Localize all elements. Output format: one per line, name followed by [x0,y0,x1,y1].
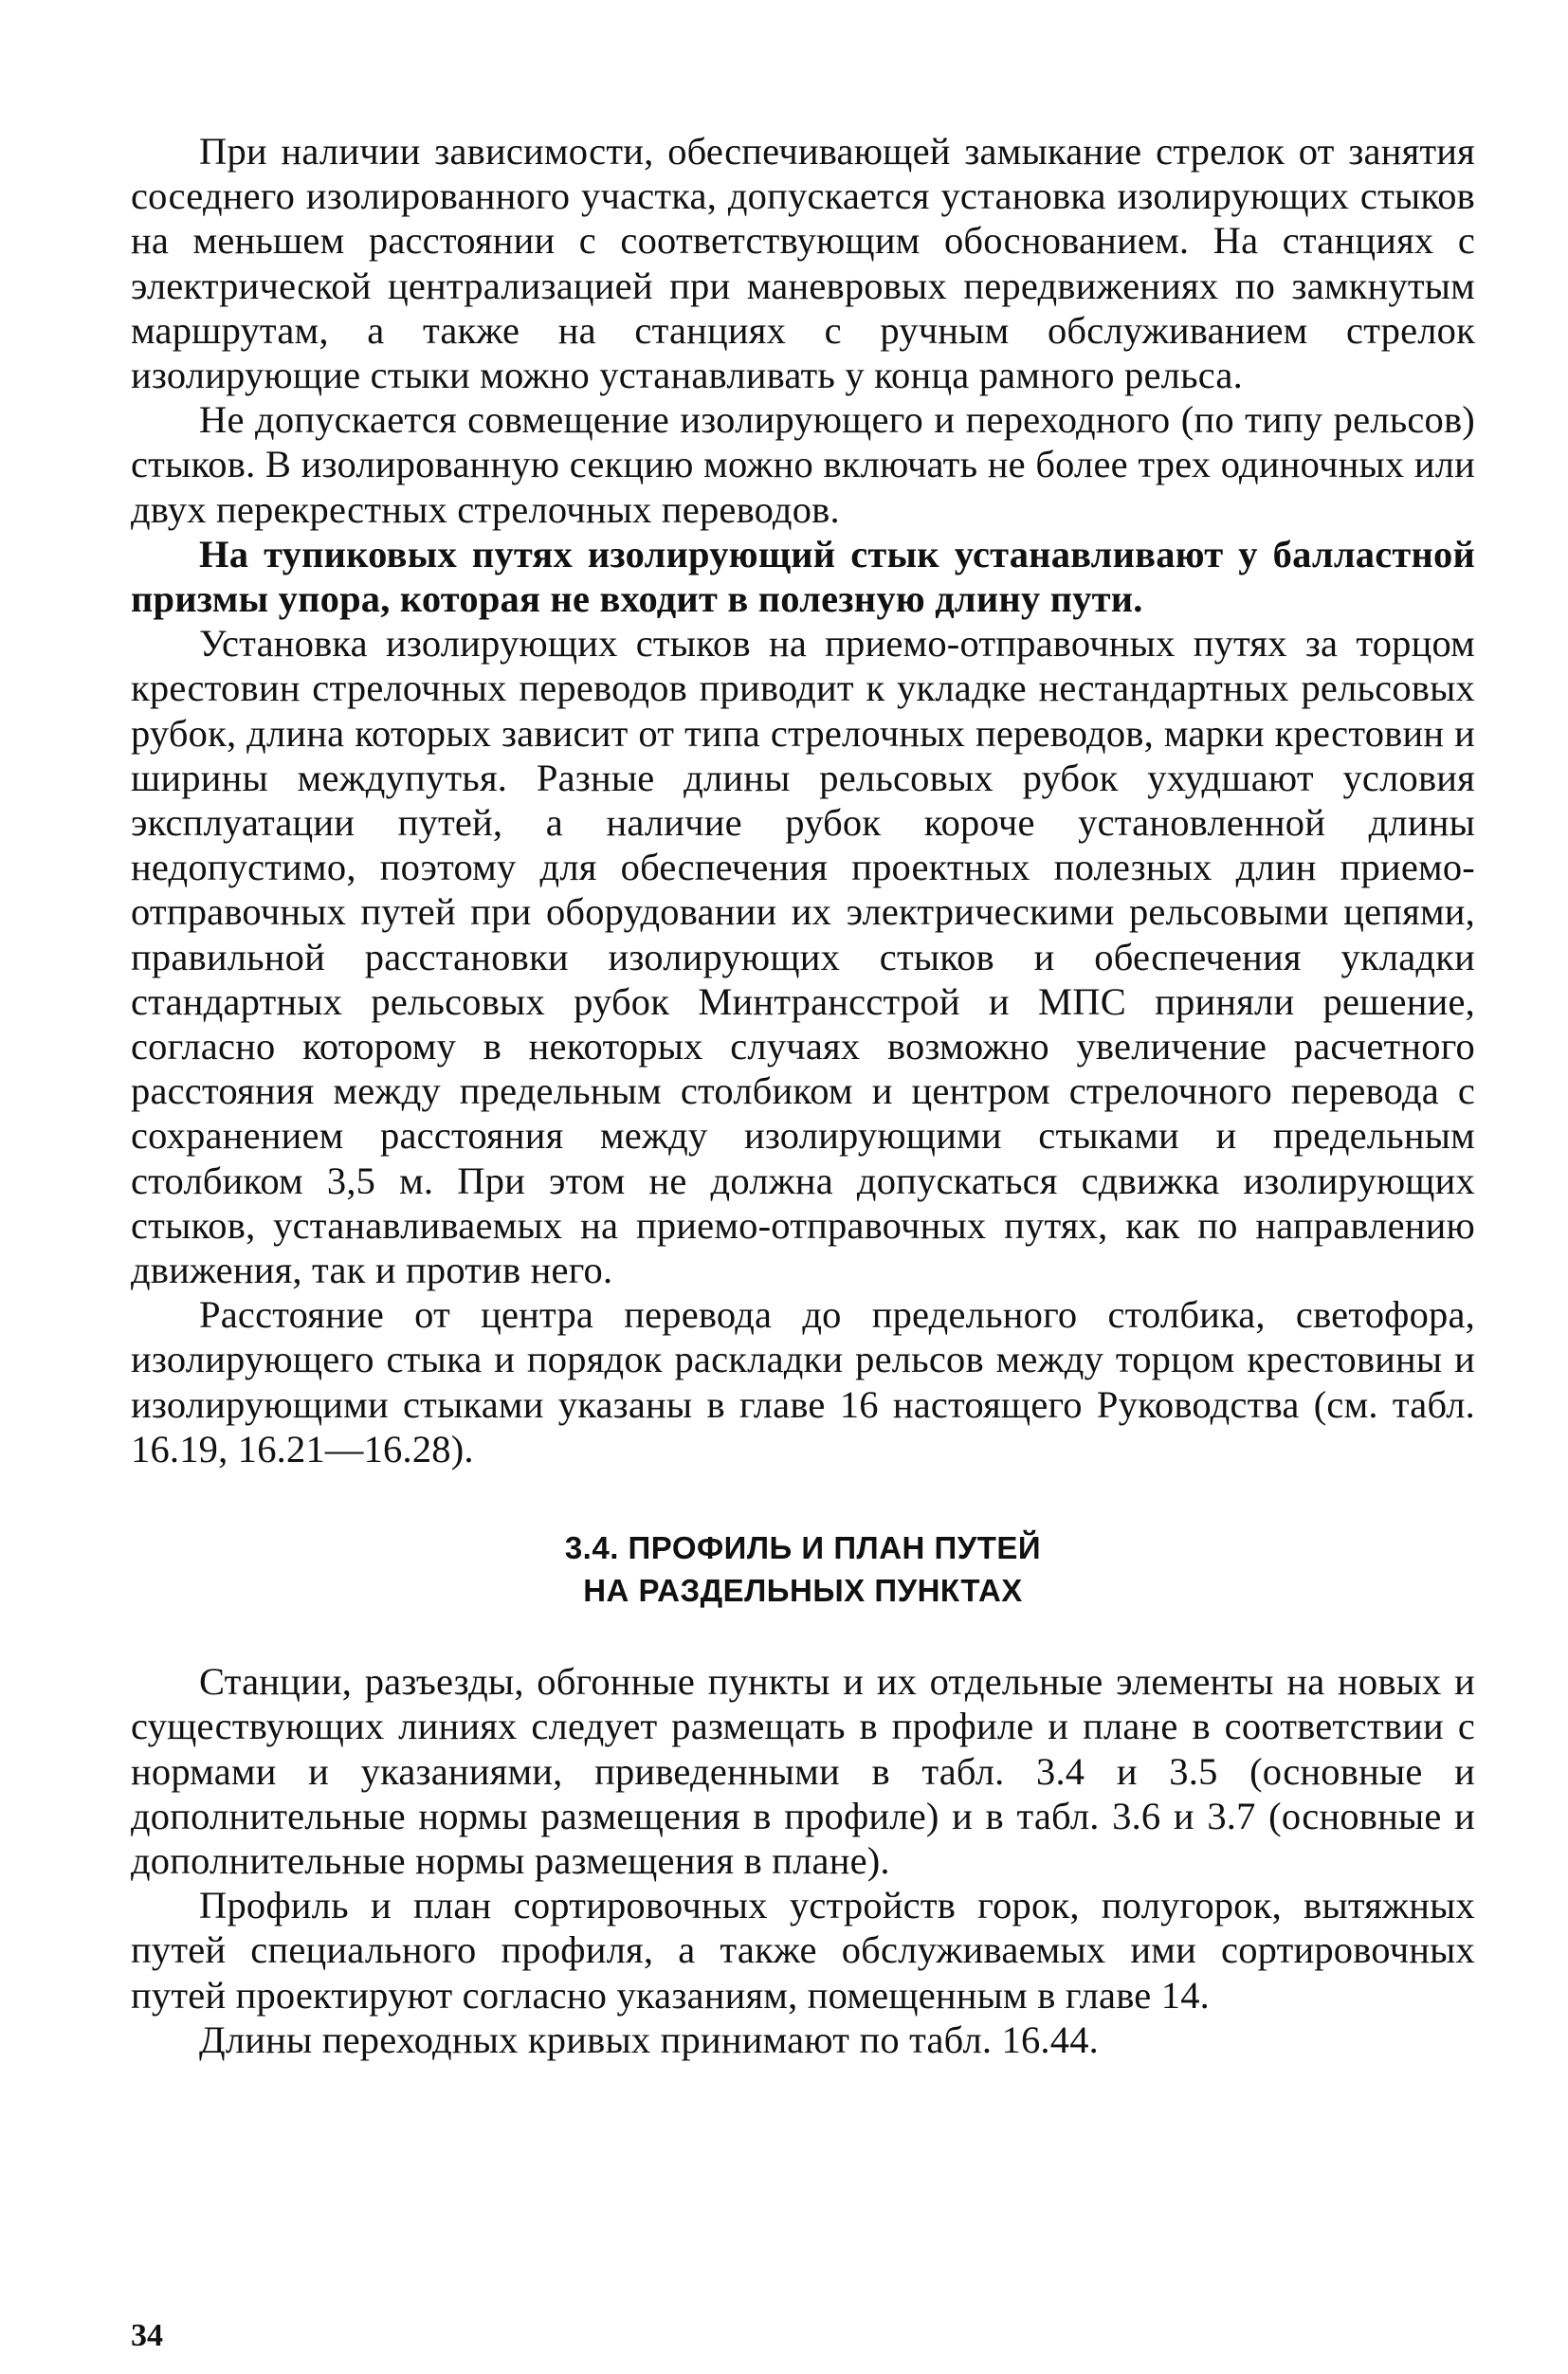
paragraph-dead-end-tracks: На тупиковых путях изолирующий стык устанавливают у балластной призмы упора, которая не входит в полезную длину пути. [131,532,1475,621]
section-heading-line-1: 3.4. ПРОФИЛЬ И ПЛАН ПУТЕЙ [564,1530,1042,1566]
paragraph-stations-placement: Станции, разъезды, обгонные пункты и их отдельные элементы на новых и существующих линиях следует размещать в профиле и плане в соответствии с нормами и указаниями, приведенными в табл. 3.4 и 3.5 (основные и дополнительные нормы размещения в профиле) и в табл. 3.6 и 3.7 (основные и дополнительные нормы размещения в плане). [131,1660,1475,1882]
text-column [131,129,1475,2062]
paragraph-sorting-devices: Профиль и план сортировочных устройств горок, полугорок, вытяжных путей специального профиля, а также обслуживаемых ими сортировочных путей проектируют согласно указаниям, помещенным в главе 14. [131,1884,1475,2017]
section-heading [131,1526,1475,1612]
paragraph-joint-installation: Установка изолирующих стыков на приемо-отправочных путях за торцом крестовин стрелочных переводов приводит к укладке нестандартных рельсовых рубок, длина которых зависит от типа стрелочных переводов, марки крестовин и ширины междупутья. Разные длины рельсовых рубок ухудшают условия эксплуатации путей, а наличие рубок короче установленной длины недопустимо, поэтому для обеспечения проектных полезных длин приемо-отправочных путей при оборудовании их электрическими рельсовыми цепями, правильной расстановки изолирующих стыков и обеспечения укладки стандартных рельсовых рубок Минтрансстрой и МПС приняли решение, согласно которому в некоторых случаях возможно увеличение расчетного расстояния между предельным столбиком и центром стрелочного перевода с сохранением расстояния между изолирующими стыками и предельным столбиком 3,5 м. При этом не должна допускаться сдвижка изолирующих стыков, устанавливаемых на приемо-отправочных путях, как по направлению движения, так и против него. [131,622,1475,1292]
paragraph-joint-combination: Не допускается совмещение изолирующего и переходного (по типу рельсов) стыков. В изолированную секцию можно включать не более трех одиночных или двух перекрестных стрелочных переводов. [131,398,1475,531]
paragraph-transition-curves: Длины переходных кривых принимают по табл. 16.44. [199,2018,1099,2061]
section-heading-line-2: НА РАЗДЕЛЬНЫХ ПУНКТАХ [583,1573,1023,1609]
paragraph-dependency-insulating-joints: При наличии зависимости, обеспечивающей замыкание стрелок от занятия соседнего изолированного участка, допускается установка изолирующих стыков на меньшем расстоянии с соответствующим обоснованием. На станциях с электрической централизацией при маневровых передвижениях по замкнутым маршрутам, а также на станциях с ручным обслуживанием стрелок изолирующие стыки можно устанавливать у конца рамного рельса. [131,130,1475,397]
paragraph-distances-reference: Расстояние от центра перевода до предельного столбика, светофора, изолирующего стыка и порядок раскладки рельсов между торцом крестовины и изолирующими стыками указаны в главе 16 настоящего Руководства (см. табл. 16.19, 16.21—16.28). [131,1293,1475,1470]
page-number: 34 [131,2318,163,2353]
